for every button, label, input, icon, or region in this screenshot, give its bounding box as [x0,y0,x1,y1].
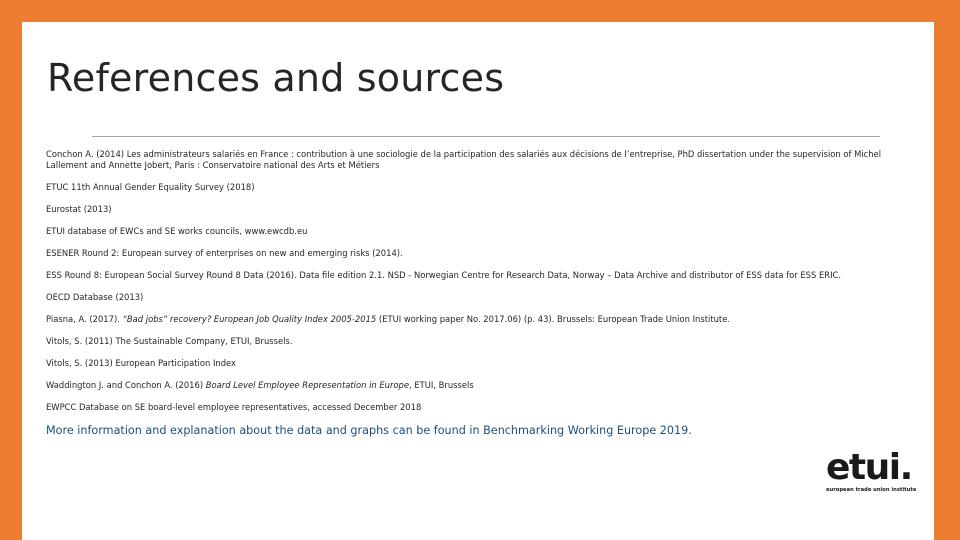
reference-item [46,270,908,281]
reference-item [46,380,908,391]
reference-text: (ETUI working paper No. 2017.06) (p. 43). Brussels: European Trade Union Institute. [376,314,731,324]
reference-text: , ETUI, Brussels [409,380,474,390]
reference-text: ESS Round 8: European Social Survey Round 8 Data (2016). Data file edition 2.1. NSD - Norwegian Centre for Research Data, Norway – Data Archive and distributor of ESS data for ESS ERIC. [46,270,842,280]
reference-item [46,402,908,413]
reference-text: EWPCC Database on SE board-level employee representatives, accessed December 2018 [46,402,422,412]
reference-text: Vitols, S. (2011) The Sustainable Company, ETUI, Brussels. [46,336,293,346]
reference-text: ESENER Round 2: European survey of enterprises on new and emerging risks (2014). [46,248,403,258]
reference-text: Vitols, S. (2013) European Participation Index [46,358,236,368]
reference-item [46,314,908,325]
etui-logo [826,447,922,494]
reference-text: Conchon A. (2014) Les administrateurs salariés en France : contribution à une sociologie de la participation des salariés aux décisions de l’entreprise, PhD dissertation under the supervision of Michel Lallement and Annette Jobert, Paris : Conservatoire national des Arts et Métiers [46,149,882,170]
reference-item [46,226,908,237]
reference-item [46,292,908,303]
slide [22,22,934,540]
reference-text: OECD Database (2013) [46,292,144,302]
reference-text: ETUI database of EWCs and SE works councils, www.ewcdb.eu [46,226,308,236]
etui-logo-mark: etui. [826,447,912,488]
reference-title-italic: “Bad jobs” recovery? European Job Quality Index 2005-2015 [122,314,377,324]
reference-item [46,358,908,369]
reference-item [46,182,908,193]
title-divider [92,136,880,137]
reference-item [46,204,908,215]
reference-text: ETUC 11th Annual Gender Equality Survey (2018) [46,182,255,192]
more-info-note: More information and explanation about the data and graphs can be found in Benchmarking Working Europe 2019. [46,424,692,437]
slide-title: References and sources [47,56,505,100]
etui-logo-subtitle: european trade union institute [826,487,917,493]
reference-item [46,149,908,171]
reference-text: Eurostat (2013) [46,204,112,214]
reference-text: Waddington J. and Conchon A. (2016) [46,380,206,390]
reference-item [46,248,908,259]
reference-title-italic: Board Level Employee Representation in Europe [205,380,410,390]
reference-text: Piasna, A. (2017). [46,314,123,324]
reference-item [46,336,908,347]
reference-list [46,149,908,424]
